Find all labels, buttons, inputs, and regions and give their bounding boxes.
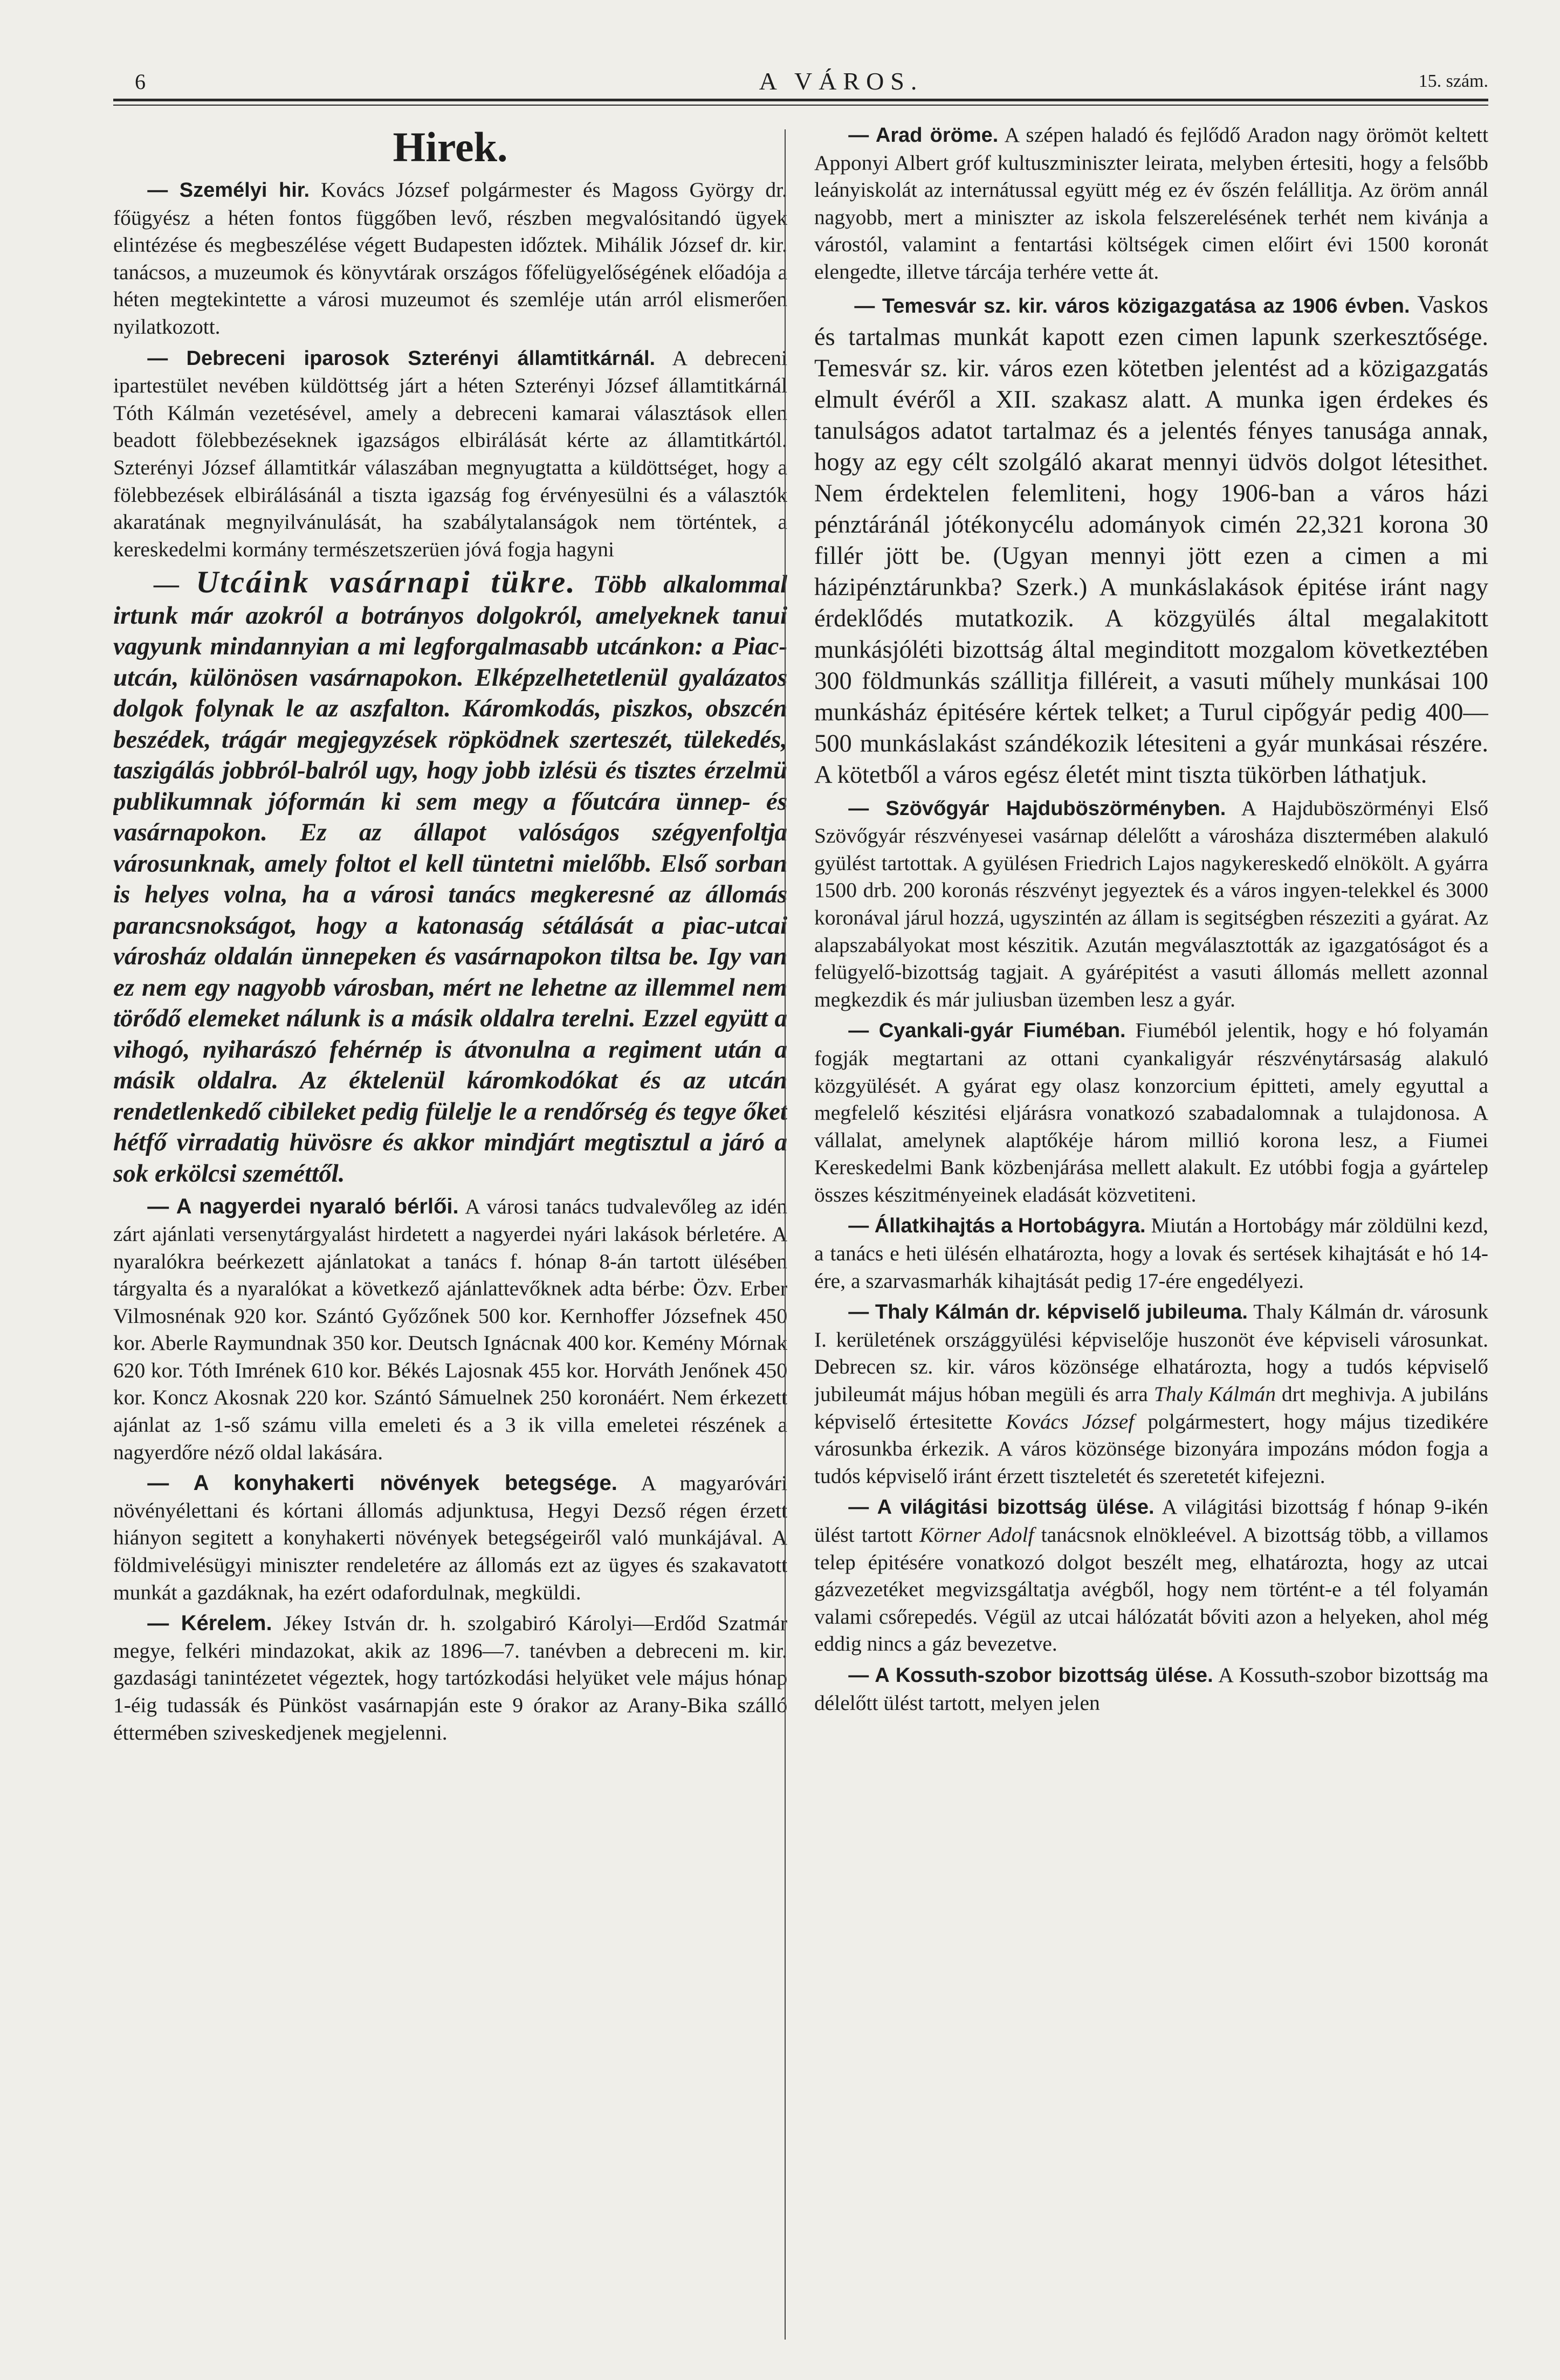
column-divider	[785, 129, 786, 2340]
article-lead: — Állatkihajtás a Hortobágyra.	[848, 1215, 1146, 1238]
article-dash: —	[154, 570, 196, 599]
article-utcaink-vasarnapi-tukre	[113, 564, 787, 1189]
person-name: Thaly Kálmán	[1153, 1382, 1276, 1406]
right-column	[814, 121, 1488, 2353]
article-lead: — Szövőgyár Hajduböszörményben.	[848, 797, 1226, 820]
article-szovogyar	[814, 795, 1488, 1013]
article-debreceni-iparosok	[113, 344, 787, 563]
header-rule-thin	[113, 105, 1488, 106]
article-lead: — A nagyerdei nyaraló bérlői.	[147, 1195, 459, 1219]
article-text: polgármestert, hogy május tizedikére városunkba érkezik. A város közönsége bizonyára impozáns módon fogja a tudós képviselő iránt érzett tiszteletét és szeretetét kifejezni.	[814, 1409, 1488, 1488]
article-kossuth-szobor	[814, 1661, 1488, 1716]
article-text: Fiuméból jelentik, hogy e hó folyamán fogják megtartani az ottani cyankaligyár részvénytársaság alakuló közgyülését. A gyárat egy olasz konzorcium épitteti, amely egyuttal a megfelelő készitési eljárásra vonatkozó szabadalomnak a tulajdonosa. A vállalat, amelynek alaptőkéje három millió korona lesz, a Fiumei Kereskedelmi Bank közbenjárása mellett alakult. Ez utóbbi fogja a gyártelep összes készitményeinek eladását közvetiteni.	[814, 1018, 1488, 1206]
article-cyankali-gyar	[814, 1017, 1488, 1208]
article-text: Kovács József polgármester és Magoss György dr. főügyész a héten fontos függőben levő, részben megvalósitandó ügyek elintézése és megbeszélése végett Budapesten időztek. Mihálik József dr. kir. tanácsos, a muzeumok és könyvtárak országos főfelügyelőségének előadója a héten megtekintette a városi muzeumot és szemléje után arról elismerően nyilatkozott.	[113, 178, 787, 339]
article-vilagitasi-bizottsag	[814, 1493, 1488, 1658]
article-text: Thaly Kálmán dr. városunk I. kerületének országgyülési képviselője huszonöt éve képviseli városunkat. Debrecen sz. kir. város közönsége elhatározta, hogy a tudós képviselő jubileumát május hóban megüli és arra	[814, 1300, 1488, 1406]
article-text: A Hajduböszörményi Első Szövőgyár részvényesei vasárnap délelőtt a városháza disztermében alakuló gyülést tartottak. A gyülésen Friedrich Lajos nagykereskedő elnökölt. A gyárra 1500 drb. 200 koronás részvényt jegyeztek és a város ingyen-telekkel és 3000 koronával járul hozzá, ugyszintén az állam is segitségben részeziti a gyárat. Az alapszabályokat most készitik. Azután megválasztották az igazgatóságot és a felügyelő-bizottság tagjait. A gyárépitést a vasuti állomás mellett azonnal megkezdik és már juliusban üzemben lesz a gyár.	[814, 796, 1488, 1011]
section-title: Hirek.	[393, 123, 508, 170]
left-column	[113, 121, 787, 2353]
article-text: A Kossuth-szobor bizottság ma délelőtt ülést tartott, melyen jelen	[814, 1662, 1488, 1715]
person-name: Kovács József	[1006, 1409, 1135, 1433]
article-szemelyi-hir	[113, 176, 787, 341]
article-text: tanácsnok elnökleével. A bizottság több, a villamos telep épitésére vonatkozó dolgot beszélt meg, elhatározta, hogy az utcai gázvezetéket megvizsgáltatja avégből, hogy nem történt-e a tél folyamán valami csőrepedés. Végül az utcai hálózatát bőviti azon a helyeken, ahol még eddig nincs a gáz bevezetve.	[814, 1523, 1488, 1656]
issue-number: 15. szám.	[1418, 71, 1488, 91]
article-lead: Utcáink vasárnapi tükre.	[196, 564, 576, 600]
article-lead: — A Kossuth-szobor bizottság ülése.	[848, 1664, 1213, 1687]
article-allatkihajtas	[814, 1212, 1488, 1294]
article-lead: — Személyi hir.	[147, 179, 310, 202]
article-lead: — Cyankali-gyár Fiuméban.	[848, 1019, 1126, 1043]
article-text: A városi tanács tudvalevőleg az idén zárt ajánlati versenytárgyalást hirdetett a nagyerdei nyári lakások bérletére. A nyaralókra beérkezett ajánlatokat a tanács f. hónap 8-án tartott ülésében tárgyalta és a nyaralókat a következő ajánlattevőknek adta bérbe: Özv. Erber Vilmosnénak 920 kor. Szántó Győzőnek 500 kor. Kernhoffer Józsefnek 450 kor. Aberle Raymundnak 350 kor. Deutsch Ignácnak 400 kor. Kemény Mórnak 620 kor. Tóth Imrének 610 kor. Békés Lajosnak 455 kor. Horváth Jenőnek 450 kor. Koncz Akosnak 220 kor. Szántó Sámuelnek 250 koronáért. Nem érkezett ajánlat az 1-ső számu villa emeleti és a 3 ik villa emeletei részének a nagyerdőre néző oldal lakására.	[113, 1195, 787, 1464]
article-lead: — A világitási bizottság ülése.	[848, 1496, 1154, 1519]
article-temesvar-kozigazgatasa	[814, 289, 1488, 791]
header-rule	[113, 99, 1488, 101]
article-konyhakerti-novenyek	[113, 1470, 787, 1606]
article-text: Több alkalommal irtunk már azokról a botrányos dolgokról, amelyeknek tanui vagyunk mindannyian a mi legforgalmasabb utcánkon: a Piac-utcán, különösen vasárnapokon. Elképzelhetetlenül gyalázatos dolgok folynak le az aszfalton. Káromkodás, piszkos, obszcén beszédek, trágár megjegyzések röpködnek szerteszét, tülekedés, taszigálás jobbról-balról ugy, hogy jobb izlésü és tisztes érzelmü publikumnak jóformán ki sem megy a főutcára ünnep- és vasárnapokon. Ez az állapot valóságos szégyenfoltja városunknak, amely foltot el kell tüntetni mielőbb. Első sorban is helyes volna, ha a városi tanács megkeresné az állomás parancsnokságot, hogy a katonaság sétálását a piac-utcai városház oldalán ünnepeken és vasárnapokon tiltsa be. Igy van ez nem egy nagyobb városban, mért ne lehetne az illemmel nem törődő elemeket nálunk is a másik oldalra terelni. Ezzel együtt a vihogó, nyiharászó fehérnép is átvonulna a regiment után a másik oldalra. Az éktelenül káromkodókat és az utcán rendetlenkedő cibileket pedig fülelje le a rendőrség és tegye őket hétfő virradatig hüvösre és akkor mindjárt megtisztul a járó a sok erkölcsi szeméttől.	[113, 570, 787, 1188]
article-lead: — Thaly Kálmán dr. képviselő jubileuma.	[848, 1301, 1248, 1324]
page-number: 6	[135, 70, 146, 94]
article-text: A világitási bizottság f hónap 9-ikén ülést tartott	[814, 1495, 1488, 1547]
page-header	[113, 65, 1488, 108]
article-text: A magyaróvári növényélettani és kórtani állomás adjunktusa, Hegyi Dezső régen érzett hiányon segitett a konyhakerti növények betegségeiről való munkájával. A földmivelésügyi miniszter rendeletére az állomás ezt az ügyes és szakavatott munkát a gazdáknak, ha ezért odafordulnak, megküldi.	[113, 1471, 787, 1604]
article-nagyerdei-nyaralo	[113, 1193, 787, 1466]
article-text: A debreceni ipartestület nevében küldöttség járt a héten Szterényi József államtitkárnál Tóth Kálmán vezetésével, amely a debreceni kamarai választások ellen beadott fölebbezéseknek igazságos elbirálását kérte az államtitkártól. Szterényi József államtitkár válaszában megnyugtatta a küldöttséget, hogy a fölebbezések elbirálásánál a tiszta igazság fog érvényesülni és a választók akaratának megnyilvánulását, ha szabálytalanságok nem történtek, a kereskedelmi kormány természetszerüen jóvá fogja hagyni	[113, 346, 787, 561]
article-lead: — Temesvár sz. kir. város közigazgatása az 1906 évben.	[854, 294, 1410, 318]
article-text: drt meghivja. A jubiláns képviselő értesitette	[814, 1382, 1488, 1433]
newspaper-title: A VÁROS.	[759, 67, 924, 95]
article-text: A szépen haladó és fejlődő Aradon nagy örömöt keltett Apponyi Albert gróf kultuszminiszter leirata, melyben értesiti, hogy a felsőbb leányiskolát az internátussal együtt még ez év őszén felállitja. Az öröm annál nagyobb, mert a miniszter az iskola felszerelésének terhét nem kivánja a várostól, valamint a fentartási költségek cimen előirt évi 1500 koronát elengedte, illetve tárcája terhére vette át.	[814, 123, 1488, 284]
article-arad-orome	[814, 121, 1488, 286]
article-lead: — Debreceni iparosok Szterényi államtitkárnál.	[147, 347, 656, 370]
person-name: Körner Adolf	[919, 1523, 1034, 1547]
article-text: Jékey István dr. h. szolgabiró Károlyi—Erdőd Szatmár megye, felkéri mindazokat, akik az 1896—7. tanévben a debreceni m. kir. gazdasági tanintézetet végeztek, hogy tartózkodási helyüket vele május hónap 1-éig tudassák és Pünköst vasárnapján este 9 órakor az Arany-Bika szálló éttermében sziveskedjenek megjelenni.	[113, 1611, 787, 1744]
article-thaly-jubileum	[814, 1298, 1488, 1489]
article-lead: — Kérelem.	[147, 1611, 272, 1636]
article-text: Vaskos és tartalmas munkát kapott ezen cimen lapunk szerkesztősége. Temesvár sz. kir. város ezen kötetben jelentést ad a közigazgatás elmult évéről a XII. szakasz alatt. A munka igen érdekes és tanulságos adatot tartalmaz és a jelentés fényes tanusága annak, hogy az egy célt szolgáló akarat mennyi üdvös dolgot létesithet. Nem érdektelen felemliteni, hogy 1906-ban a város házi pénztáránál jótékonycélu adományok cimén 22,321 korona 30 fillér jött be. (Ugyan mennyi jött ezen a cimen a mi házipénztárunkba? Szerk.) A munkáslakások épitése iránt nagy érdeklődés mutatkozik. A közgyülés által megalakitott munkásjóléti bizottság által meginditott mozgalom következtében 300 földmunkás szállitja filléreit, a vasuti műhely munkásai 100 munkásház épitésére kértek telket; a Turul cipőgyár pedig 400—500 munkáslakást szándékozik létesiteni a gyár munkásai részére. A kötetből a város egész életét mint tiszta tükörben láthatjuk.	[814, 291, 1488, 789]
article-lead: — A konyhakerti növények betegsége.	[147, 1471, 617, 1495]
article-text: Miután a Hortobágy már zöldülni kezd, a tanács e heti ülésén elhatározta, hogy a lovak és sertések kihajtását e hó 14-ére, a szarvasmarhák kihajtását pedig 17-ére engedélyezi.	[814, 1213, 1488, 1293]
article-lead: — Arad öröme.	[848, 124, 999, 147]
article-kerelem	[113, 1610, 787, 1746]
